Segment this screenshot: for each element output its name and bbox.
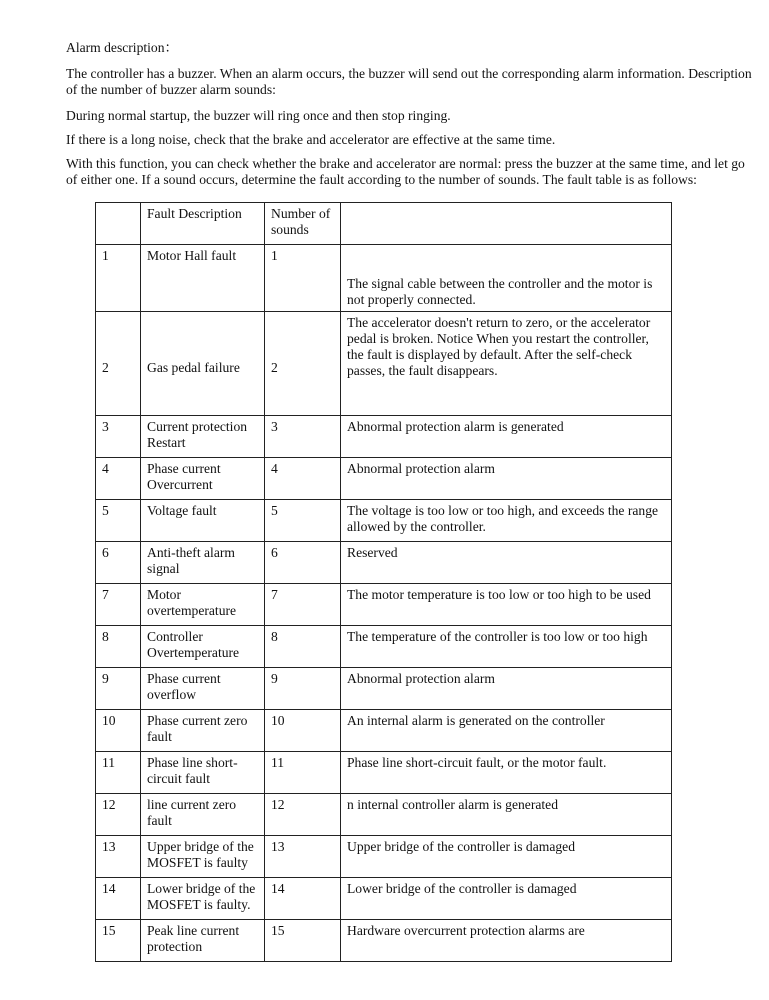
sound-count: 1: [265, 245, 341, 312]
table-row: [96, 542, 672, 584]
fault-detail: The accelerator doesn't return to zero, or the accelerator pedal is broken. Notice When you restart the controller, the fault is displayed by default. After the self-check passes, the fault disappears.: [341, 312, 672, 416]
fault-detail: Abnormal protection alarm is generated: [341, 416, 672, 458]
fault-name: Anti-theft alarm signal: [141, 542, 265, 584]
paragraph-check-function: With this function, you can check whether the brake and accelerator are normal: press the buzzer at the same time, and let go of either one. If a sound occurs, determine the fault according to the number of sounds. The fault table is as follows:: [66, 156, 745, 187]
fault-detail: n internal controller alarm is generated: [341, 794, 672, 836]
table-row: [96, 836, 672, 878]
fault-name: Gas pedal failure: [141, 312, 265, 416]
fault-table: [95, 202, 672, 962]
table-row: [96, 752, 672, 794]
fault-name: Lower bridge of the MOSFET is faulty.: [141, 878, 265, 920]
fault-name: line current zero fault: [141, 794, 265, 836]
sound-count: 6: [265, 542, 341, 584]
sound-count: 12: [265, 794, 341, 836]
fault-detail: Hardware overcurrent protection alarms are: [341, 920, 672, 962]
paragraph-buzzer-intro: The controller has a buzzer. When an alarm occurs, the buzzer will send out the corresponding alarm information. Description of the number of buzzer alarm sounds:: [66, 66, 752, 97]
fault-name: Phase current overflow: [141, 668, 265, 710]
fault-name: Peak line current protection: [141, 920, 265, 962]
table-row: [96, 878, 672, 920]
table-row: [96, 920, 672, 962]
fault-name: Voltage fault: [141, 500, 265, 542]
fault-index: 7: [96, 584, 141, 626]
fault-index: 6: [96, 542, 141, 584]
fault-detail: Abnormal protection alarm: [341, 458, 672, 500]
fault-detail: An internal alarm is generated on the controller: [341, 710, 672, 752]
fault-index: 12: [96, 794, 141, 836]
fault-index: 10: [96, 710, 141, 752]
fault-detail: The temperature of the controller is too low or too high: [341, 626, 672, 668]
fault-index: 4: [96, 458, 141, 500]
fault-detail: Upper bridge of the controller is damaged: [341, 836, 672, 878]
fault-index: 15: [96, 920, 141, 962]
table-row: [96, 458, 672, 500]
fault-name: Current protection Restart: [141, 416, 265, 458]
table-row: [96, 416, 672, 458]
fault-index: 3: [96, 416, 141, 458]
fault-index: 13: [96, 836, 141, 878]
table-row: [96, 710, 672, 752]
paragraph-normal-startup: During normal startup, the buzzer will ring once and then stop ringing.: [66, 108, 451, 123]
sound-count: 4: [265, 458, 341, 500]
fault-detail: Phase line short-circuit fault, or the motor fault.: [341, 752, 672, 794]
sound-count: 15: [265, 920, 341, 962]
header-number-of-sounds: Number of sounds: [265, 203, 341, 245]
sound-count: 5: [265, 500, 341, 542]
table-row: [96, 584, 672, 626]
fault-index: 1: [96, 245, 141, 312]
fault-detail: The motor temperature is too low or too high to be used: [341, 584, 672, 626]
fault-index: 14: [96, 878, 141, 920]
sound-count: 8: [265, 626, 341, 668]
fault-index: 9: [96, 668, 141, 710]
fault-name: Motor Hall fault: [141, 245, 265, 312]
sound-count: 10: [265, 710, 341, 752]
header-fault-description: Fault Description: [141, 203, 265, 245]
fault-name: Phase line short-circuit fault: [141, 752, 265, 794]
table-row: [96, 312, 672, 416]
table-row: [96, 668, 672, 710]
fault-name: Phase current Overcurrent: [141, 458, 265, 500]
fault-name: Motor overtemperature: [141, 584, 265, 626]
fault-index: 11: [96, 752, 141, 794]
fault-detail: Lower bridge of the controller is damaged: [341, 878, 672, 920]
fault-detail: Reserved: [341, 542, 672, 584]
header-details: [341, 203, 672, 245]
header-index: [96, 203, 141, 245]
sound-count: 3: [265, 416, 341, 458]
table-row: [96, 500, 672, 542]
fault-index: 8: [96, 626, 141, 668]
sound-count: 7: [265, 584, 341, 626]
table-row: [96, 245, 672, 312]
section-title: Alarm description：: [66, 40, 179, 55]
fault-index: 2: [96, 312, 141, 416]
sound-count: 13: [265, 836, 341, 878]
fault-name: Controller Overtemperature: [141, 626, 265, 668]
fault-detail: The voltage is too low or too high, and exceeds the range allowed by the controller.: [341, 500, 672, 542]
fault-name: Phase current zero fault: [141, 710, 265, 752]
fault-detail: The signal cable between the controller and the motor is not properly connected.: [341, 245, 672, 312]
table-row: [96, 626, 672, 668]
sound-count: 11: [265, 752, 341, 794]
fault-index: 5: [96, 500, 141, 542]
sound-count: 2: [265, 312, 341, 416]
table-row: [96, 794, 672, 836]
table-header-row: [96, 203, 672, 245]
fault-name: Upper bridge of the MOSFET is faulty: [141, 836, 265, 878]
paragraph-long-noise: If there is a long noise, check that the brake and accelerator are effective at the same time.: [66, 132, 556, 147]
sound-count: 9: [265, 668, 341, 710]
fault-detail: Abnormal protection alarm: [341, 668, 672, 710]
sound-count: 14: [265, 878, 341, 920]
